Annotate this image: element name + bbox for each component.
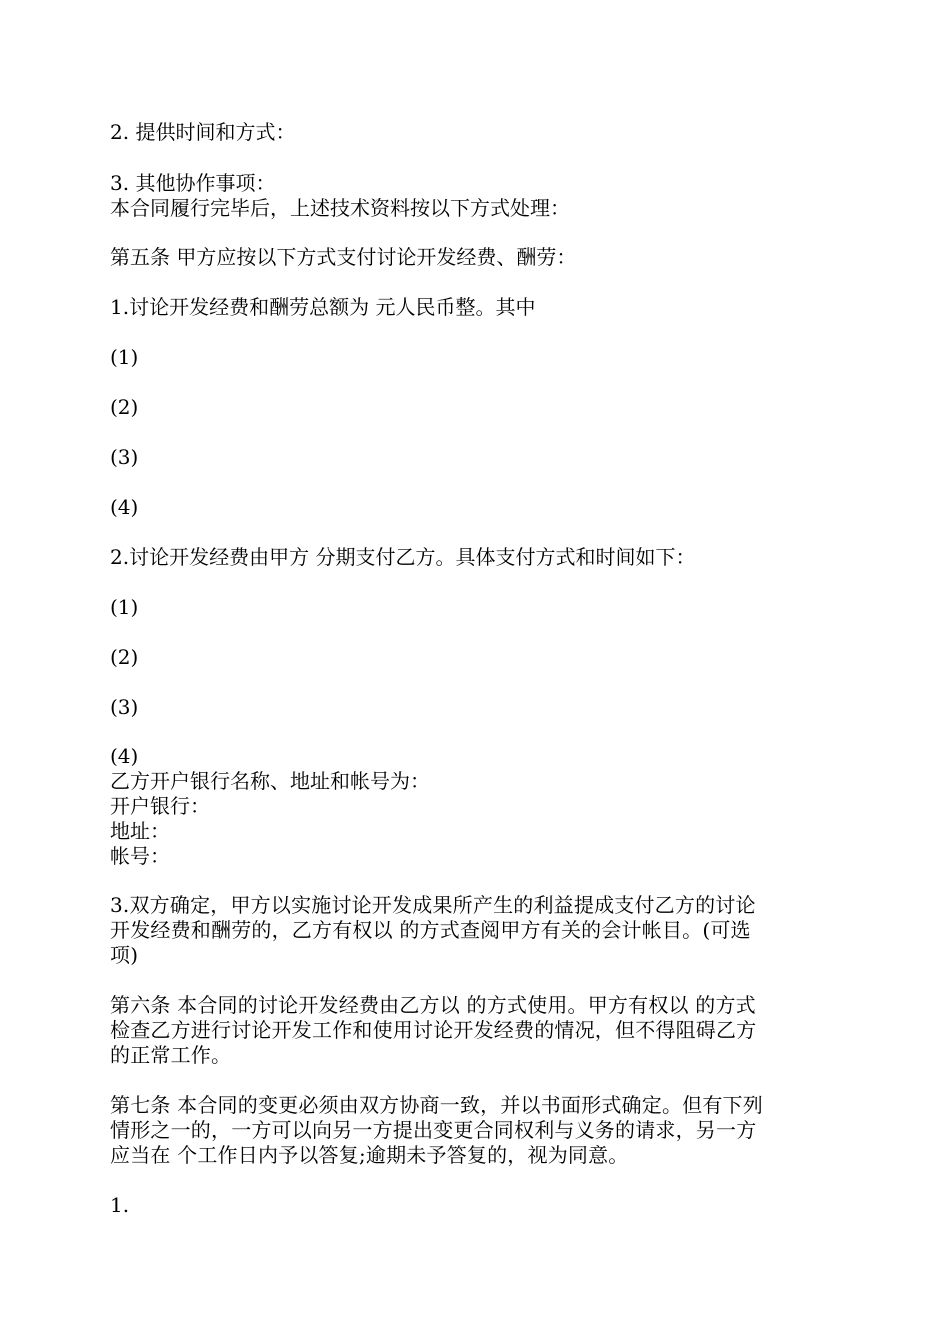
sub-item-1: (1) bbox=[110, 345, 139, 369]
sub-item-4: (4) bbox=[110, 495, 139, 519]
payment-total-amount: 1.讨论开发经费和酬劳总额为 元人民币整。其中 bbox=[110, 295, 536, 319]
clause-item-3-other-cooperation: 3. 其他协作事项： bbox=[110, 171, 276, 195]
installment-payment-clause: 2.讨论开发经费由甲方 分期支付乙方。具体支付方式和时间如下： bbox=[110, 545, 696, 569]
bank-address-field: 地址： bbox=[110, 819, 170, 843]
bank-account-field: 帐号： bbox=[110, 844, 170, 868]
sub-item-2: (2) bbox=[110, 395, 139, 419]
installment-sub-item-2: (2) bbox=[110, 645, 139, 669]
article-7-item-1: 1. bbox=[110, 1193, 130, 1217]
sub-item-3: (3) bbox=[110, 445, 139, 469]
bank-info-heading: 乙方开户银行名称、地址和帐号为： bbox=[110, 769, 430, 793]
installment-sub-item-4: (4) bbox=[110, 744, 139, 768]
bank-name-field: 开户银行： bbox=[110, 794, 210, 818]
technical-materials-handling: 本合同履行完毕后，上述技术资料按以下方式处理： bbox=[110, 196, 570, 220]
article-6-paragraph: 第六条 本合同的讨论开发经费由乙方以 的方式使用。甲方有权以 的方式 检查乙方进行讨论开发工作和使用讨论开发经费的情况，但不得阻碍乙方 的正常工作。 bbox=[110, 993, 757, 1067]
article-7-paragraph: 第七条 本合同的变更必须由双方协商一致，并以书面形式确定。但有下列 情形之一的，一方可以向另一方提出变更合同权利与义务的请求，另一方 应当在 个工作日内予以答复;逾期未予答复的，视为同意。 bbox=[110, 1093, 763, 1167]
article-5-heading: 第五条 甲方应按以下方式支付讨论开发经费、酬劳： bbox=[110, 245, 577, 269]
installment-sub-item-1: (1) bbox=[110, 595, 139, 619]
installment-sub-item-3: (3) bbox=[110, 695, 139, 719]
clause-item-2-provision-time: 2. 提供时间和方式： bbox=[110, 120, 296, 144]
profit-share-clause: 3.双方确定，甲方以实施讨论开发成果所产生的利益提成支付乙方的讨论 开发经费和酬劳的，乙方有权以 的方式查阅甲方有关的会计帐目。(可选 项) bbox=[110, 893, 756, 967]
